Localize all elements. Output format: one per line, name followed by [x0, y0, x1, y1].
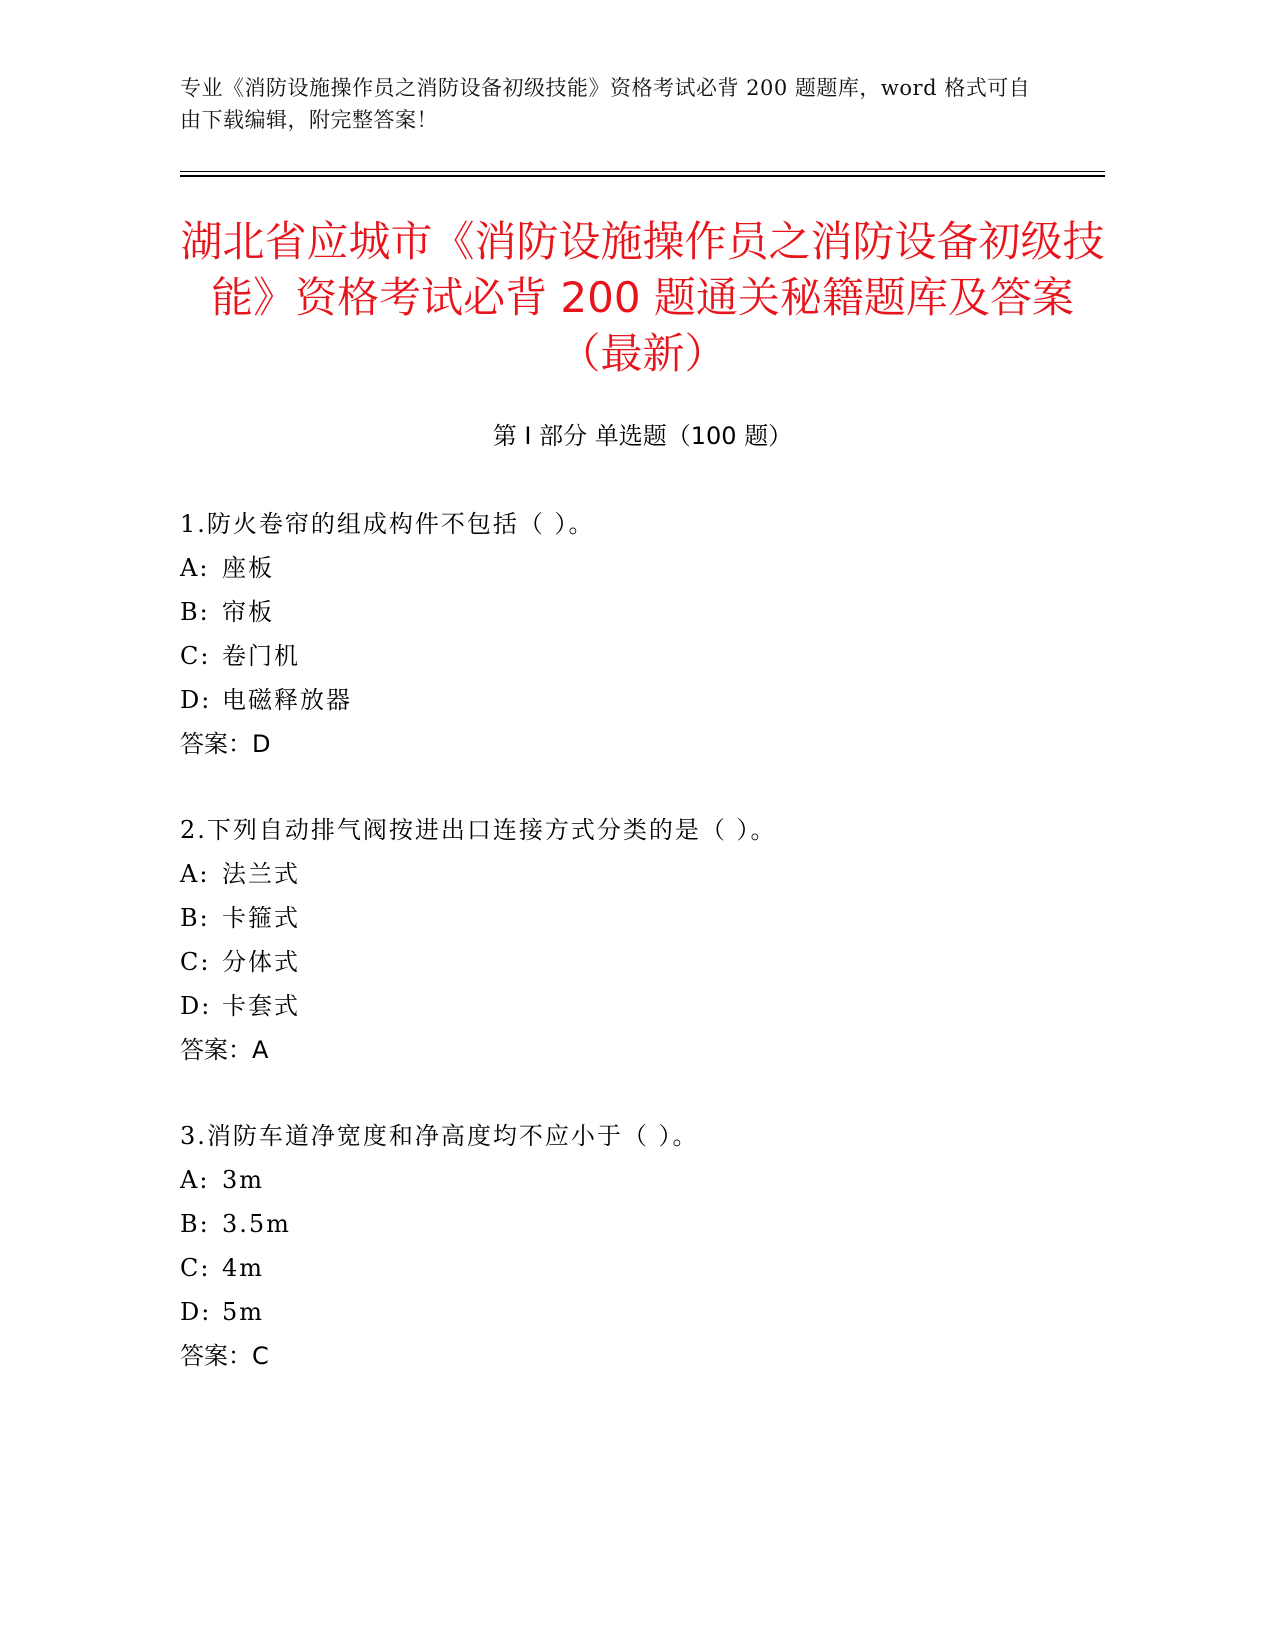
- question-stem: 3.消防车道净宽度和净高度均不应小于（ ）。: [180, 1122, 699, 1150]
- question-stem: 2.下列自动排气阀按进出口连接方式分类的是（ ）。: [180, 816, 777, 844]
- option-a: [180, 852, 1105, 896]
- option-c: [180, 940, 1105, 984]
- option-a: [180, 1158, 1105, 1202]
- option-text: 帘板: [222, 598, 274, 626]
- document-title: 湖北省应城市《消防设施操作员之消防设备初级技能》资格考试必背 200 题通关秘籍题库及答案（最新）: [180, 217, 1105, 378]
- option-key: D:: [180, 992, 212, 1020]
- option-text: 5m: [222, 1298, 265, 1326]
- answer: 答案：A: [180, 1036, 269, 1064]
- question-list: [180, 502, 1105, 1420]
- option-a: [180, 546, 1105, 590]
- option-key: B:: [180, 598, 210, 626]
- option-key: B:: [180, 1210, 210, 1238]
- section-heading: 第 I 部分 单选题（100 题）: [492, 422, 793, 450]
- answer: 答案：D: [180, 730, 271, 758]
- question-3: [180, 1114, 1105, 1420]
- option-key: A:: [180, 554, 210, 582]
- option-c: [180, 1246, 1105, 1290]
- option-key: A:: [180, 1166, 210, 1194]
- option-b: [180, 590, 1105, 634]
- option-b: [180, 896, 1105, 940]
- option-text: 电磁释放器: [222, 686, 352, 714]
- option-d: [180, 678, 1105, 722]
- question-2: [180, 808, 1105, 1114]
- option-text: 卡箍式: [222, 904, 300, 932]
- header-note: 专业《消防设施操作员之消防设备初级技能》资格考试必背 200 题题库，word 格式可自由下载编辑，附完整答案！: [180, 76, 1031, 132]
- option-text: 分体式: [222, 948, 300, 976]
- option-key: C:: [180, 948, 211, 976]
- option-key: D:: [180, 686, 212, 714]
- option-key: C:: [180, 642, 211, 670]
- option-d: [180, 1290, 1105, 1334]
- option-text: 法兰式: [222, 860, 300, 888]
- question-1: [180, 502, 1105, 808]
- option-text: 3m: [222, 1166, 265, 1194]
- option-b: [180, 1202, 1105, 1246]
- option-text: 座板: [222, 554, 274, 582]
- option-text: 4m: [222, 1254, 265, 1282]
- header-rule-thick: [180, 175, 1105, 177]
- option-key: C:: [180, 1254, 211, 1282]
- option-d: [180, 984, 1105, 1028]
- header-rule-thin: [180, 171, 1105, 172]
- question-stem: 1.防火卷帘的组成构件不包括（ ）。: [180, 510, 595, 538]
- option-key: B:: [180, 904, 210, 932]
- option-text: 卷门机: [222, 642, 300, 670]
- option-text: 3.5m: [222, 1210, 291, 1238]
- option-key: D:: [180, 1298, 212, 1326]
- option-key: A:: [180, 860, 210, 888]
- answer: 答案：C: [180, 1342, 269, 1370]
- option-c: [180, 634, 1105, 678]
- option-text: 卡套式: [222, 992, 300, 1020]
